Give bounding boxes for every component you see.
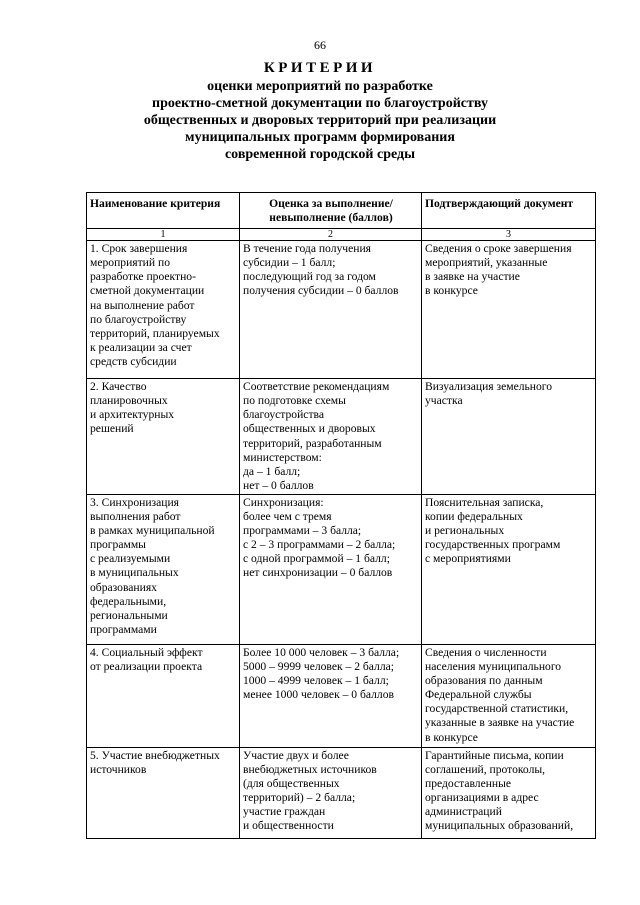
cell-line: Участие двух и более bbox=[243, 748, 349, 762]
header-criterion-name bbox=[87, 193, 240, 229]
cell-line: сметной документации bbox=[90, 284, 205, 298]
confirming-document-cell bbox=[422, 644, 596, 747]
cell-line: организациями в адрес bbox=[425, 791, 539, 805]
cell-line: федеральными, bbox=[90, 594, 167, 608]
score-cell bbox=[240, 747, 422, 838]
cell-line: в рамках муниципальной bbox=[90, 524, 215, 538]
cell-line: с реализуемыми bbox=[90, 552, 171, 566]
column-number: 1 bbox=[87, 229, 240, 241]
cell-line: менее 1000 человек – 0 баллов bbox=[243, 688, 394, 702]
cell-line: выполнения работ bbox=[90, 510, 181, 524]
cell-line: В течение года получения bbox=[243, 242, 372, 256]
cell-line: решений bbox=[90, 422, 134, 436]
criterion-name-cell bbox=[87, 241, 240, 379]
document-title bbox=[60, 58, 580, 163]
table-header-row bbox=[87, 193, 596, 229]
cell-line: от реализации проекта bbox=[90, 660, 203, 674]
cell-line: с одной программой – 1 балл; bbox=[243, 552, 390, 566]
cell-line: средств субсидии bbox=[90, 354, 177, 368]
header-line: Подтверждающий документ bbox=[425, 197, 574, 210]
cell-line: в конкурсе bbox=[425, 730, 478, 744]
cell-line: на выполнение работ bbox=[90, 298, 195, 312]
cell-line: 4. Социальный эффект bbox=[90, 645, 203, 659]
header-line: Наименование критерия bbox=[90, 197, 221, 210]
criterion-name-cell bbox=[87, 494, 240, 644]
cell-line: и региональных bbox=[425, 524, 505, 538]
cell-line: получения субсидии – 0 баллов bbox=[243, 284, 399, 298]
column-number: 3 bbox=[422, 229, 596, 241]
cell-line: общественных и дворовых bbox=[243, 422, 376, 436]
score-cell bbox=[240, 241, 422, 379]
cell-line: государственных программ bbox=[425, 538, 561, 552]
criterion-name-cell bbox=[87, 644, 240, 747]
cell-line: Сведения о сроке завершения bbox=[425, 242, 572, 256]
cell-line: мероприятий по bbox=[90, 256, 170, 270]
cell-line: Пояснительная записка, bbox=[425, 495, 544, 509]
title-line: оценки мероприятий по разработке bbox=[207, 79, 433, 94]
cell-line: с 2 – 3 программами – 2 балла; bbox=[243, 538, 396, 552]
table-row bbox=[87, 241, 596, 379]
cell-line: копии федеральных bbox=[425, 510, 523, 524]
cell-line: и архитектурных bbox=[90, 408, 175, 422]
cell-line: предоставленные bbox=[425, 777, 512, 791]
header-line: невыполнение (баллов) bbox=[269, 211, 393, 225]
cell-line: территорий) – 2 балла; bbox=[243, 791, 356, 805]
score-cell bbox=[240, 379, 422, 495]
cell-line: благоустройства bbox=[243, 408, 324, 422]
cell-line: нет – 0 баллов bbox=[243, 478, 314, 492]
table-row bbox=[87, 494, 596, 644]
cell-line: Синхронизация: bbox=[243, 495, 324, 509]
cell-line: Соответствие рекомендациям bbox=[243, 380, 390, 394]
cell-line: программами – 3 балла; bbox=[243, 524, 362, 538]
cell-line: Сведения о численности bbox=[425, 645, 547, 659]
cell-line: 5000 – 9999 человек – 2 балла; bbox=[243, 660, 394, 674]
column-number-row bbox=[87, 229, 596, 241]
cell-line: в конкурсе bbox=[425, 284, 478, 298]
cell-line: 1000 – 4999 человек – 1 балл; bbox=[243, 674, 389, 688]
cell-line: к реализации за счет bbox=[90, 340, 192, 354]
cell-line: соглашений, протоколы, bbox=[425, 763, 546, 777]
confirming-document-cell bbox=[422, 241, 596, 379]
table-row bbox=[87, 644, 596, 747]
cell-line: государственной статистики, bbox=[425, 702, 569, 716]
cell-line: нет синхронизации – 0 баллов bbox=[243, 566, 393, 580]
column-number: 2 bbox=[240, 229, 422, 241]
cell-line: министерством: bbox=[243, 450, 322, 464]
page-number: 66 bbox=[314, 38, 326, 52]
cell-line: да – 1 балл; bbox=[243, 464, 301, 478]
table-row bbox=[87, 747, 596, 838]
title-main: КРИТЕРИИ bbox=[263, 60, 377, 76]
cell-line: более чем с тремя bbox=[243, 510, 332, 524]
cell-line: образования по данным bbox=[425, 674, 543, 688]
cell-line: 2. Качество bbox=[90, 380, 147, 394]
cell-line: и общественности bbox=[243, 819, 334, 833]
cell-line: (для общественных bbox=[243, 777, 340, 791]
cell-line: муниципальных образований, bbox=[425, 819, 574, 833]
cell-line: с мероприятиями bbox=[425, 552, 511, 566]
cell-line: образованиях bbox=[90, 580, 157, 594]
cell-line: региональными bbox=[90, 608, 168, 622]
criteria-table bbox=[86, 192, 596, 839]
score-cell bbox=[240, 494, 422, 644]
header-confirming-document bbox=[422, 193, 596, 229]
title-line: проектно-сметной документации по благоустройству bbox=[152, 96, 488, 111]
cell-line: в заявке на участие bbox=[425, 270, 520, 284]
cell-line: мероприятий, указанные bbox=[425, 256, 548, 270]
header-line: Оценка за выполнение/ bbox=[269, 197, 393, 210]
cell-line: 1. Срок завершения bbox=[90, 242, 188, 256]
cell-line: участие граждан bbox=[243, 805, 326, 819]
cell-line: программами bbox=[90, 622, 157, 636]
cell-line: территорий, разработанным bbox=[243, 436, 382, 450]
cell-line: последующий год за годом bbox=[243, 270, 376, 284]
confirming-document-cell bbox=[422, 379, 596, 495]
cell-line: территорий, планируемых bbox=[90, 326, 220, 340]
cell-line: Более 10 000 человек – 3 балла; bbox=[243, 645, 400, 659]
table-row bbox=[87, 379, 596, 495]
cell-line: по благоустройству bbox=[90, 312, 187, 326]
cell-line: по подготовке схемы bbox=[243, 394, 346, 408]
cell-line: участка bbox=[425, 394, 463, 408]
score-cell bbox=[240, 644, 422, 747]
title-line: общественных и дворовых территорий при реализации bbox=[143, 113, 497, 128]
cell-line: субсидии – 1 балл; bbox=[243, 256, 336, 270]
cell-line: администраций bbox=[425, 805, 502, 819]
cell-line: в муниципальных bbox=[90, 566, 179, 580]
confirming-document-cell bbox=[422, 747, 596, 838]
header-score bbox=[240, 193, 422, 229]
confirming-document-cell bbox=[422, 494, 596, 644]
cell-line: внебюджетных источников bbox=[243, 763, 377, 777]
criterion-name-cell bbox=[87, 379, 240, 495]
cell-line: 3. Синхронизация bbox=[90, 495, 180, 509]
criterion-name-cell bbox=[87, 747, 240, 838]
title-line: муниципальных программ формирования bbox=[185, 130, 455, 145]
title-line: современной городской среды bbox=[224, 147, 416, 162]
cell-line: населения муниципального bbox=[425, 660, 562, 674]
cell-line: 5. Участие внебюджетных bbox=[90, 748, 220, 762]
cell-line: Федеральной службы bbox=[425, 688, 532, 702]
cell-line: указанные в заявке на участие bbox=[425, 716, 575, 730]
cell-line: источников bbox=[90, 763, 147, 777]
cell-line: Визуализация земельного bbox=[425, 380, 553, 394]
cell-line: программы bbox=[90, 538, 146, 552]
cell-line: разработке проектно- bbox=[90, 270, 196, 284]
cell-line: Гарантийные письма, копии bbox=[425, 748, 564, 762]
cell-line: планировочных bbox=[90, 394, 168, 408]
